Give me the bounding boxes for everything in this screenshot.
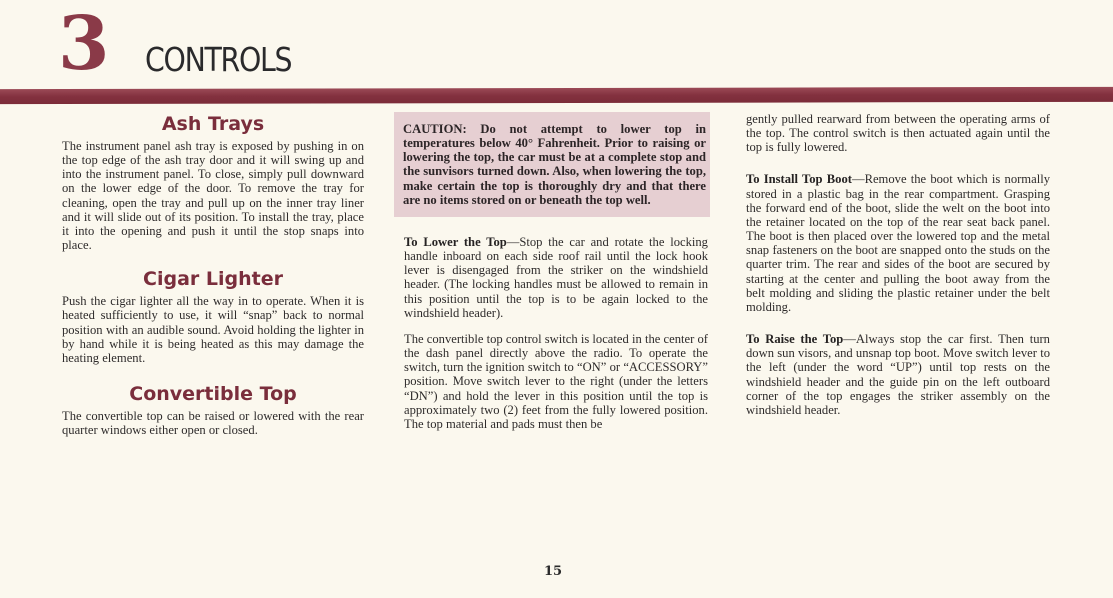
page-number: 15 [544, 564, 563, 579]
header-divider-bar [0, 87, 1113, 104]
section-heading-cigar-lighter: Cigar Lighter [143, 268, 283, 291]
cigar-lighter-body: Push the cigar lighter all the way in to operate. When it is heated sufficiently to use, it will “snap” back to normal position with an audible sound. Avoid holding the lighter in by hand while it is being heated as this may damage the heating element. [62, 294, 364, 365]
convertible-top-body: The convertible top can be raised or lowered with the rear quarter windows either open or closed. [62, 409, 364, 438]
lower-top-body: —Stop the car and rotate the locking handle inboard on each side roof rail until the lock hook lever is disengaged from the striker on the windshield header. (The locking handles must be allowed to remain in this position until the top is to be again locked to the windshield header). [404, 234, 708, 320]
install-boot-run-in-heading: To Install Top Boot [746, 172, 852, 187]
install-boot-body: —Remove the boot which is normally stored in a plastic bag in the rear compartment. Grasping the forward end of the boot, slide the welt on the boot into the retainer located on the top of the rear seat back panel. The boot is then placed over the lowered top and the metal snap fasteners on the boot are snapped onto the studs on the quarter trim. The rear and sides of the boot are secured by starting at the center and pulling the boot away from the belt molding and sliding the plastic retainer under the belt molding. [746, 172, 1050, 314]
section-heading-ash-trays: Ash Trays [161, 113, 265, 135]
column-1 [62, 112, 364, 437]
raise-top-body: —Always stop the car first. Then turn down sun visors, and unsnap top boot. Move switch lever to the left (under the word “UP”) until top rests on the windshield header and the guide pin on the left outboard corner of the top engages the striker assembly on the windshield header. [746, 332, 1050, 417]
section-cigar-lighter [62, 267, 364, 365]
section-convertible-top [62, 382, 364, 437]
lower-top-run-in-heading: To Lower the Top [404, 234, 507, 249]
section-ash-trays [62, 112, 364, 252]
continuation-paragraph: gently pulled rearward from between the operating arms of the top. The control switch is then actuated again until the top is fully lowered. [746, 112, 1050, 155]
control-switch-paragraph: The convertible top control switch is located in the center of the dash panel directly above the radio. To operate the switch, turn the ignition switch to “ON” or “ACCESSORY” position. Move switch lever to the right (under the letters “DN”) and hold the lever in this position until the top is approximately two (2) feet from the fully lowered position. The top material and pads must then be [404, 331, 708, 431]
chapter-number: 3 [58, 1, 110, 87]
column-3 [746, 112, 1050, 417]
chapter-title: CONTROLS [145, 40, 292, 79]
caution-box: CAUTION: Do not attempt to lower top in temperatures below 40° Fahrenheit. Prior to raising or lowering the top, the car must be at a complete stop and the sunvisors turned down. Also, when lowering the top, make certain the top is thoroughly dry and that there are no items stored on or beneath the top well. [394, 112, 710, 217]
lower-top-paragraph [404, 235, 708, 320]
column-2 [404, 112, 708, 431]
raise-top-paragraph [746, 332, 1050, 417]
install-boot-paragraph [746, 172, 1050, 314]
ash-trays-body: The instrument panel ash tray is exposed by pushing in on the top edge of the ash tray door and it will swing up and into the instrument panel. To close, simply pull downward on the lower edge of the door. To remove the tray for cleaning, open the tray and pull up on the inner tray liner and it will slide out of its position. To install the tray, place it into the opening and push it until the stop snaps into place. [62, 139, 364, 253]
raise-top-run-in-heading: To Raise the Top [746, 332, 844, 347]
section-heading-convertible-top: Convertible Top [129, 383, 297, 406]
